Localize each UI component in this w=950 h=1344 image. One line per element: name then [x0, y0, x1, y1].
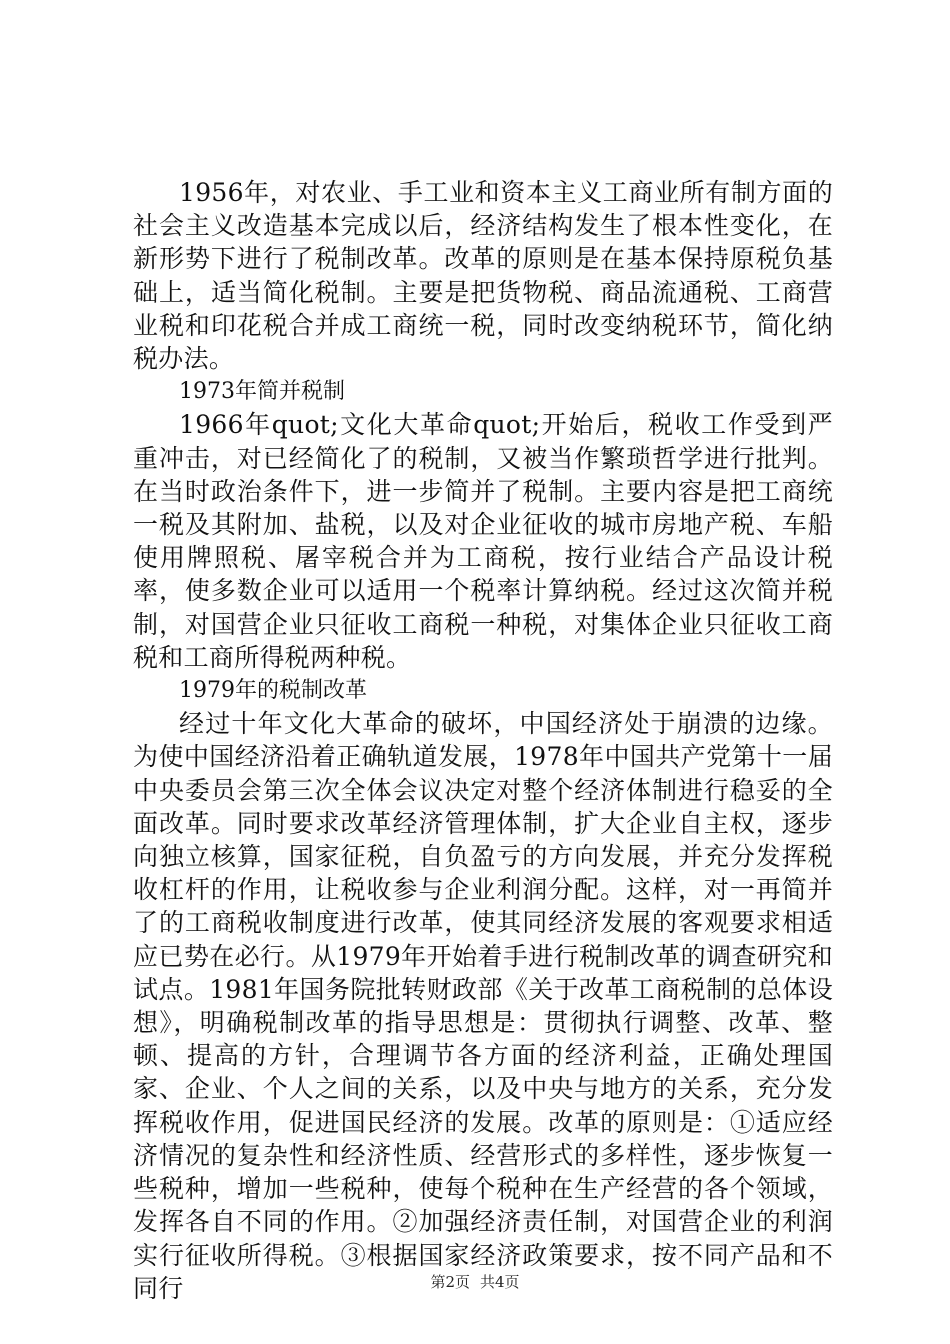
section-heading-1973: 1973年简并税制 [179, 379, 345, 405]
paragraph-1956-reform: 1956年，对农业、手工业和资本主义工商业所有制方面的社会主义改造基本完成以后，经济结构发生了根本性变化，在新形势下进行了税制改革。改革的原则是在基本保持原税负基础上，适当简化税制。主要是把货物税、商品流通税、工商营业税和印花税合并成工商统一税，同时改变纳税环节，简化纳税办法。 [133, 178, 833, 374]
paragraph-1979-reform: 经过十年文化大革命的破坏，中国经济处于崩溃的边缘。为使中国经济沿着正确轨道发展，1978年中国共产党第十一届中央委员会第三次全体会议决定对整个经济体制进行稳妥的全面改革。同时要求改革经济管理体制，扩大企业自主权，逐步向独立核算，国家征税，自负盈亏的方向发展，并充分发挥税收杠杆的作用，让税收参与企业利润分配。这样，对一再简并了的工商税收制度进行改革，使其同经济发展的客观要求相适应已势在必行。从1979年开始着手进行税制改革的调查研究和试点。1981年国务院批转财政部《关于改革工商税制的总体设想》，明确税制改革的指导思想是：贯彻执行调整、改革、整顿、提高的方针，合理调节各方面的经济利益，正确处理国家、企业、个人之间的关系，以及中央与地方的关系，充分发挥税收作用，促进国民经济的发展。改革的原则是：①适应经济情况的复杂性和经济性质、经营形式的多样性，逐步恢复一些税种，增加一些税种，使每个税种在生产经营的各个领域，发挥各自不同的作用。②加强经济责任制，对国营企业的利润实行征收所得税。③根据国家经济政策要求，按不同产品和不同行 [133, 709, 833, 1303]
section-heading-1979: 1979年的税制改革 [179, 678, 367, 704]
page-number: 第2页 [430, 1273, 470, 1291]
document-body [133, 176, 833, 1305]
paragraph-1973-simplification: 1966年quot;文化大革命quot;开始后，税收工作受到严重冲击，对已经简化了的税制，又被当作繁琐哲学进行批判。在当时政治条件下，进一步简并了税制。主要内容是把工商统一税及其附加、盐税，以及对企业征收的城市房地产税、车船使用牌照税、屠宰税合并为工商税，按行业结合产品设计税率，使多数企业可以适用一个税率计算纳税。经过这次简并税制，对国营企业只征收工商税一种税，对集体企业只征收工商税和工商所得税两种税。 [133, 410, 833, 672]
page-total: 共4页 [480, 1273, 520, 1291]
page-footer [0, 1271, 950, 1292]
